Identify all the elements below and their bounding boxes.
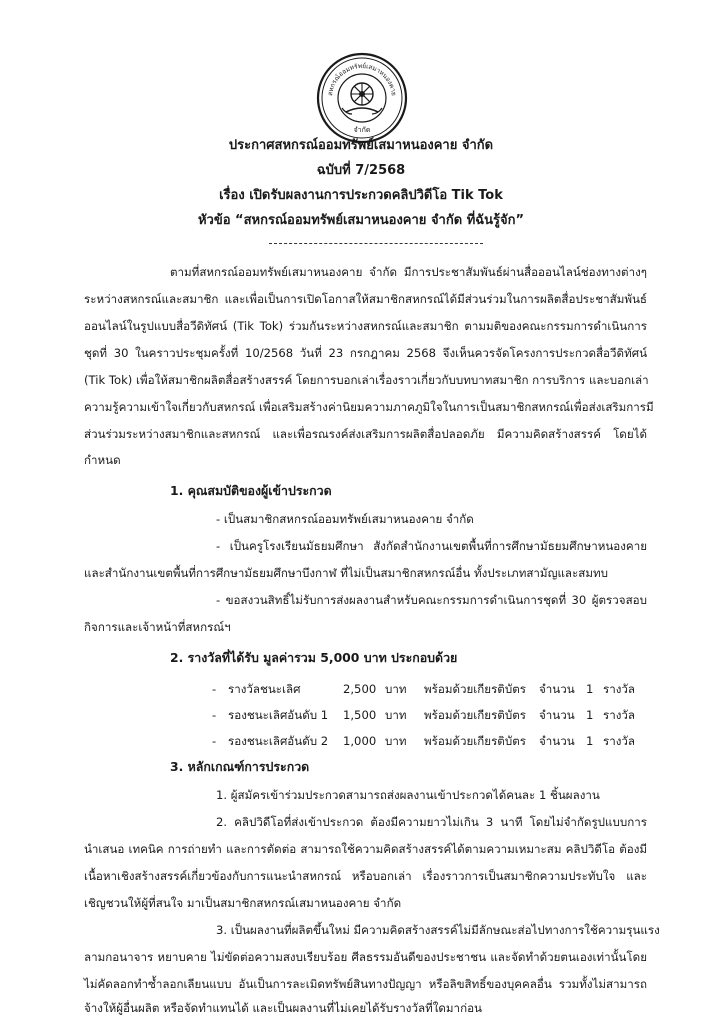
announcement-title: ประกาศสหกรณ์ออมทรัพย์เสมาหนองคาย จำกัด xyxy=(228,138,494,153)
prize-count: 1 xyxy=(586,734,594,748)
section-3-line: 2. คลิปวิดีโอที่ส่งเข้าประกวด ต้องมีความยาวไม่เกิน 3 นาที โดยไม่จำกัดรูปแบบการ xyxy=(216,815,647,829)
section-3-line: ไม่คัดลอกทำซ้ำลอกเลียนแบบ อันเป็นการละเมิดทรัพย์สินทางปัญญา หรือลิขสิทธิ์ของบุคคลอื่น รวมทั้งไม่สามารถ xyxy=(84,977,647,991)
section-1-title: 1. คุณสมบัติของผู้เข้าประกวด xyxy=(170,483,332,498)
prize-amount: 1,000 xyxy=(343,734,377,748)
prize-name: รองชนะเลิศอันดับ 2 xyxy=(228,734,329,748)
intro-line: ตามที่สหกรณ์ออมทรัพย์เสมาหนองคาย จำกัด มีการประชาสัมพันธ์ผ่านสื่อออนไลน์ช่องทางต่างๆ xyxy=(170,265,647,279)
intro-line: (Tik Tok) เพื่อให้สมาชิกผลิตสื่อสร้างสรรค์ โดยการบอกเล่าเรื่องราวเกี่ยวกับบทบาทสมาชิก การบริการ และบอกเล่า xyxy=(84,373,649,387)
seal-bottom-text: จำกัด xyxy=(353,126,371,134)
section-1-line: - เป็นสมาชิกสหกรณ์ออมทรัพย์เสมาหนองคาย จำกัด xyxy=(216,512,474,526)
section-3-line: จ้างให้ผู้อื่นผลิต หรือจัดทำแทนได้ และเป็นผลงานที่ไม่เคยได้รับรางวัลที่ใดมาก่อน xyxy=(84,1001,482,1015)
header-divider xyxy=(269,243,483,244)
cooperative-seal-icon xyxy=(316,52,408,144)
intro-line: ออนไลน์ในรูปแบบสื่อวีดิทัศน์ (Tik Tok) ร่วมกันระหว่างสหกรณ์และสมาชิก ตามมติของคณะกรรมการดำเนินการ xyxy=(84,319,647,333)
section-3-line: 3. เป็นผลงานที่ผลิตขึ้นใหม่ มีความคิดสร้างสรรค์ไม่มีลักษณะส่อไปทางการใช้ความรุนแรง xyxy=(216,923,660,937)
announcement-number: ฉบับที่ 7/2568 xyxy=(316,163,406,178)
section-3-line: ลามกอนาจาร หยาบคาย ไม่ขัดต่อความสงบเรียบร้อย ศีลธรรมอันดีของประชาชน และจัดทำด้วยตนเองเท่านั้นโดย xyxy=(84,950,647,964)
announcement-topic: หัวข้อ “สหกรณ์ออมทรัพย์เสมาหนองคาย จำกัด ที่ฉันรู้จัก” xyxy=(197,213,525,228)
announcement-page: สหกรณ์ออมทรัพย์เสมาหนองคาย จำกัด ประกาศสหกรณ์ออมทรัพย์เสมาหนองคาย จำกัด ฉบับที่ 7/2568 เรื่อง เปิดรับผลงานการประกวดคลิปวิดีโอ Tik Tok หัวข้อ “สหกรณ์ออมทรัพย์เสมาหนองคาย จำกัด ที่ฉันรู้จัก” ตามที่สหกรณ์ออมทรัพย์เสมาหนองคาย จำกัด มีการประชาสัมพันธ์ผ่านสื่อออนไลน์ช่องทางต่างๆ ระหว่างสหกรณ์และสมาชิก และเพื่อเป็นการเปิดโอกาสให้สมาชิกสหกรณ์ได้มีส่วนร่วมในการผลิตสื่อประชาสัมพันธ์ ออนไลน์ในรูปแบบสื่อวีดิทัศน์ (Tik Tok) ร่วมกันระหว่างสหกรณ์และสมาชิก ตามมติของคณะกรรมการดำเนินการ ชุดที่ 30 ในคราวประชุมครั้งที่ 10/2568 วันที่ 23 กรกฎาคม 2568 จึงเห็นควรจัดโครงการประกวดสื่อวีดิทัศน์ (Tik Tok) เพื่อให้สมาชิกผลิตสื่อสร้างสรรค์ โดยการบอกเล่าเรื่องราวเกี่ยวกับบทบาทสมาชิก การบริการ และบอกเล่า ความรู้ความเข้าใจเกี่ยวกับสหกรณ์ เพื่อเสริมสร้างค่านิยมความภาคภูมิใจในการเป็นสมาชิกสหกรณ์เพื่อส่งเสริมการมี ส่วนร่วมระหว่างสมาชิกและสหกรณ์ และเพื่อรณรงค์ส่งเสริมการผลิตสื่อปลอดภัย มีความคิดสร้างสรรค์ โดยได้ กำหนด 1. คุณสมบัติของผู้เข้าประกวด - เป็นสมาชิกสหกรณ์ออมทรัพย์เสมาหนองคาย จำกัด - เป็นครูโรงเรียนมัธยมศึกษา สังกัดสำนักงานเขตพื้นที่การศึกษามัธยมศึกษาหนองคาย และสำนักงานเขตพื้นที่การศึกษามัธยมศึกษาบึงกาฬ ที่ไม่เป็นสมาชิกสหกรณ์อื่น ทั้งประเภทสามัญและสมทบ - ขอสงวนสิทธิ์ไม่รับการส่งผลงานสำหรับคณะกรรมการดำเนินการชุดที่ 30 ผู้ตรวจสอบ กิจการและเจ้าหน้าที่สหกรณ์ฯ 2. รางวัลที่ได้รับ มูลค่ารวม 5,000 บาท ประกอบด้วย - รางวัลชนะเลิศ 2,500 บาท พร้อมด้วยเกียรติบัตร จำนวน 1 รางวัล - รองชนะเลิศอันดับ 1 1,500 บาท พร้อมด้วยเกียรติบัตร จำนวน 1 รางวัล - รองชนะเลิศอันดับ 2 1,000 บาท พร้อมด้วยเกียรติบัตร จำนวน 1 รางวัล 3. หลักเกณฑ์การประกวด 1. ผู้สมัครเข้าร่วมประกวดสามารถส่งผลงานเข้าประกวดได้คนละ 1 ชิ้นผลงาน 2. คลิปวิดีโอที่ส่งเข้าประกวด ต้องมีความยาวไม่เกิน 3 นาที โดยไม่จำกัดรูปแบบการ นำเสนอ เทคนิค การถ่ายทำ และการตัดต่อ สามารถใช้ความคิดสร้างสรรค์ได้ตามความเหมาะสม คลิปวิดีโอ ต้องมี เนื้อหาเชิงสร้างสรรค์เกี่ยวข้องกับการแนะนำสหกรณ์ หรือบอกเล่า เรื่องราวการเป็นสมาชิกความประทับใจ และ เชิญชวนให้ผู้ที่สนใจ มาเป็นสมาชิกสหกรณ์เสมาหนองคาย จำกัด 3. เป็นผลงานที่ผลิตขึ้นใหม่ มีความคิดสร้างสรรค์ไม่มีลักษณะส่อไปทางการใช้ความรุนแรง ลามกอนาจาร หยาบคาย ไม่ขัดต่อความสงบเรียบร้อย ศีลธรรมอันดีของประชาชน และจัดทำด้วยตนเองเท่านั้นโดย ไม่คัดลอกทำซ้ำลอกเลียนแบบ อันเป็นการละเมิดทรัพย์สินทางปัญญา หรือลิขสิทธิ์ของบุคคลอื่น รวมทั้งไม่สามารถ จ้างให้ผู้อื่นผลิต หรือจัดทำแทนได้ และเป็นผลงานที่ไม่เคยได้รับรางวัลที่ใดมาก่อน xyxy=(0,0,722,1024)
announcement-subject: เรื่อง เปิดรับผลงานการประกวดคลิปวิดีโอ Tik Tok xyxy=(219,188,503,203)
prize-count: 1 xyxy=(586,708,594,722)
intro-line: ความรู้ความเข้าใจเกี่ยวกับสหกรณ์ เพื่อเสริมสร้างค่านิยมความภาคภูมิใจในการเป็นสมาชิกสหกรณ์เพื่อส่งเสริมการมี xyxy=(84,400,654,414)
section-3-title: 3. หลักเกณฑ์การประกวด xyxy=(170,759,310,774)
section-3-line: เชิญชวนให้ผู้ที่สนใจ มาเป็นสมาชิกสหกรณ์เสมาหนองคาย จำกัด xyxy=(84,896,402,910)
section-3-line: นำเสนอ เทคนิค การถ่ายทำ และการตัดต่อ สามารถใช้ความคิดสร้างสรรค์ได้ตามความเหมาะสม คลิปวิดีโอ ต้องมี xyxy=(84,842,647,856)
prize-name: รางวัลชนะเลิศ xyxy=(228,682,301,696)
section-2-title: 2. รางวัลที่ได้รับ มูลค่ารวม 5,000 บาท ประกอบด้วย xyxy=(170,650,458,665)
intro-line: ส่วนร่วมระหว่างสมาชิกและสหกรณ์ และเพื่อรณรงค์ส่งเสริมการผลิตสื่อปลอดภัย มีความคิดสร้างสรรค์ โดยได้ xyxy=(84,427,647,441)
section-1-line: กิจการและเจ้าหน้าที่สหกรณ์ฯ xyxy=(84,620,231,634)
section-3-line: 1. ผู้สมัครเข้าร่วมประกวดสามารถส่งผลงานเข้าประกวดได้คนละ 1 ชิ้นผลงาน xyxy=(216,788,600,802)
intro-line: กำหนด xyxy=(84,453,121,467)
prize-name: รองชนะเลิศอันดับ 1 xyxy=(228,708,329,722)
prize-amount: 2,500 xyxy=(343,682,377,696)
section-3-line: เนื้อหาเชิงสร้างสรรค์เกี่ยวข้องกับการแนะนำสหกรณ์ หรือบอกเล่า เรื่องราวการเป็นสมาชิกความประทับใจ และ xyxy=(84,869,647,883)
section-1-line: และสำนักงานเขตพื้นที่การศึกษามัธยมศึกษาบึงกาฬ ที่ไม่เป็นสมาชิกสหกรณ์อื่น ทั้งประเภทสามัญและสมทบ xyxy=(84,566,608,580)
intro-line: ชุดที่ 30 ในคราวประชุมครั้งที่ 10/2568 วันที่ 23 กรกฎาคม 2568 จึงเห็นควรจัดโครงการประกวดสื่อวีดิทัศน์ xyxy=(84,346,647,360)
intro-line: ระหว่างสหกรณ์และสมาชิก และเพื่อเป็นการเปิดโอกาสให้สมาชิกสหกรณ์ได้มีส่วนร่วมในการผลิตสื่อประชาสัมพันธ์ xyxy=(84,292,647,306)
section-1-line: - เป็นครูโรงเรียนมัธยมศึกษา สังกัดสำนักงานเขตพื้นที่การศึกษามัธยมศึกษาหนองคาย xyxy=(216,539,647,553)
seal-arc-text: สหกรณ์ออมทรัพย์เสมาหนองคาย xyxy=(326,61,398,97)
prize-amount: 1,500 xyxy=(343,708,377,722)
prize-count: 1 xyxy=(586,682,594,696)
section-1-line: - ขอสงวนสิทธิ์ไม่รับการส่งผลงานสำหรับคณะกรรมการดำเนินการชุดที่ 30 ผู้ตรวจสอบ xyxy=(216,593,647,607)
